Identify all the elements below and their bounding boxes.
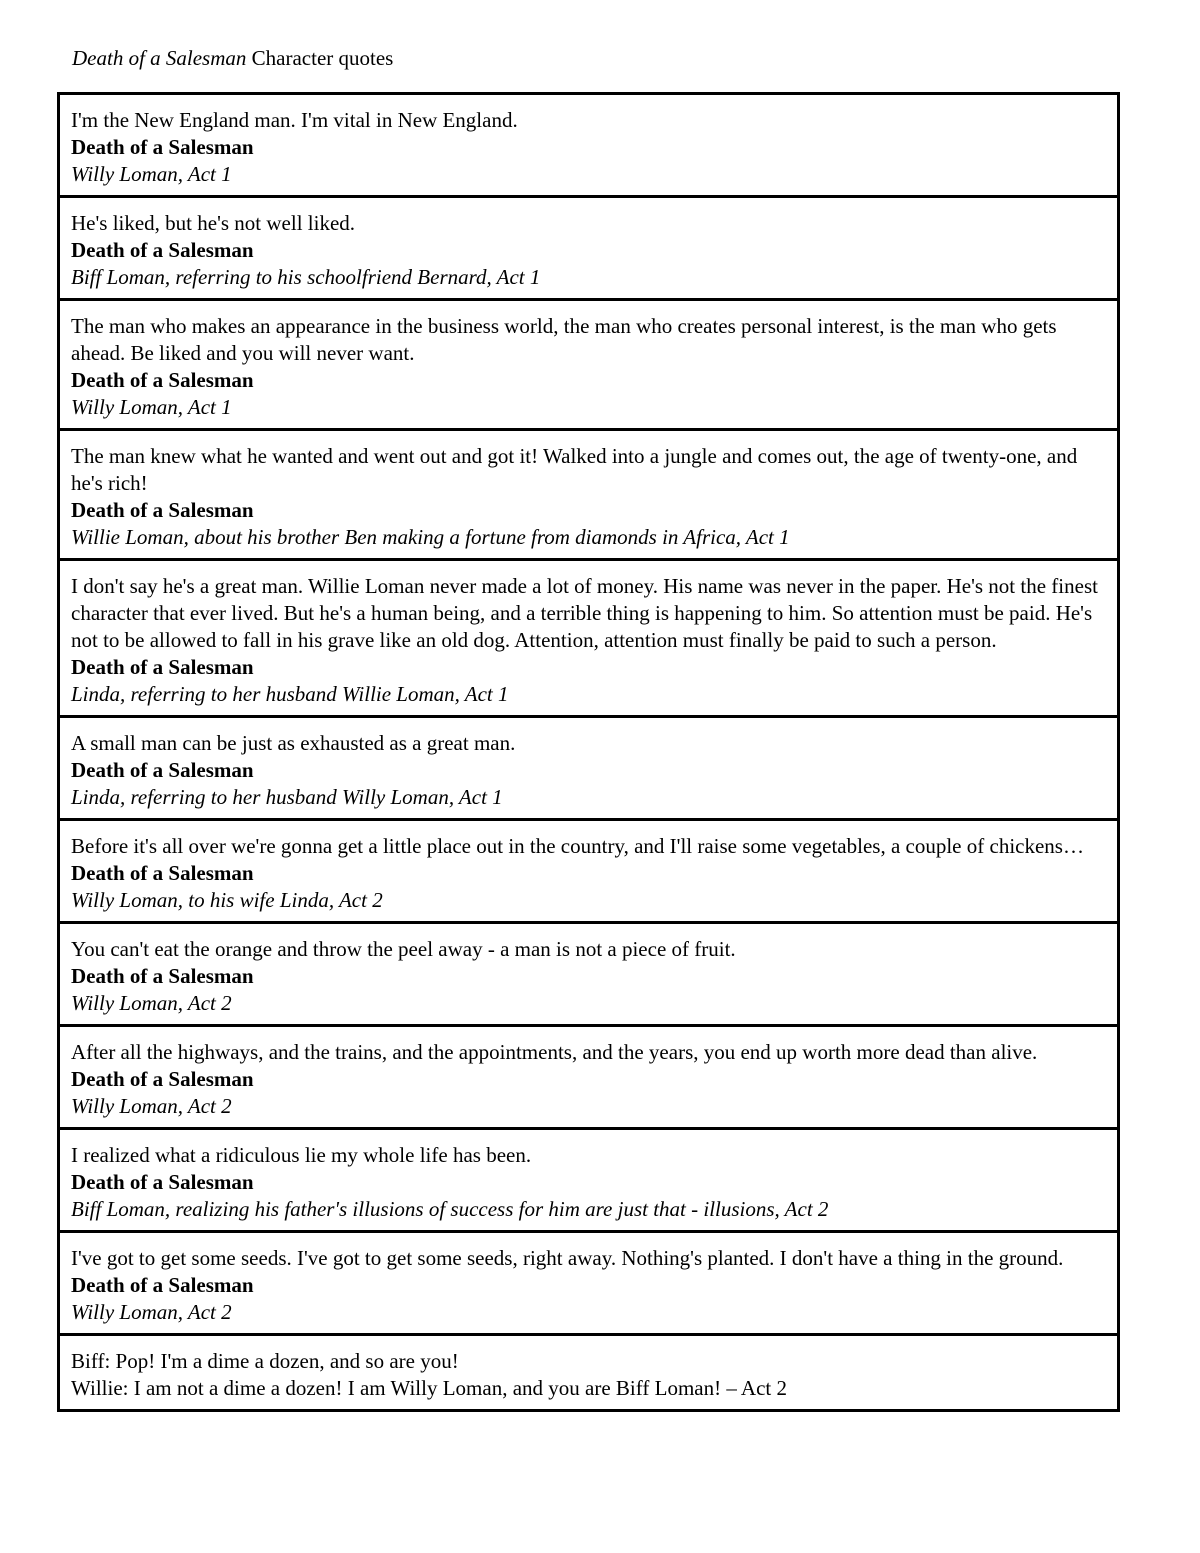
quote-text: A small man can be just as exhausted as a great man. <box>71 731 516 755</box>
quote-source: Death of a Salesman <box>71 1170 254 1194</box>
quote-text: I realized what a ridiculous lie my whole life has been. <box>71 1143 532 1167</box>
quote-source: Death of a Salesman <box>71 1067 254 1091</box>
quote-table <box>57 92 1120 1412</box>
page-title-rest: Character quotes <box>246 46 394 70</box>
quote-text: The man knew what he wanted and went out and got it! Walked into a jungle and comes out, the age of twenty-one, and he's rich! <box>71 444 1078 495</box>
quote-attribution: Willy Loman, Act 1 <box>71 395 232 419</box>
quote-source: Death of a Salesman <box>71 758 254 782</box>
quote-attribution: Willy Loman, Act 2 <box>71 1300 232 1324</box>
quote-card <box>60 95 1117 198</box>
dialogue-card <box>60 1336 1117 1412</box>
dialogue-line-biff: Biff: Pop! I'm a dime a dozen, and so are you! <box>71 1349 459 1373</box>
quote-card <box>60 1130 1117 1233</box>
quote-card <box>60 561 1117 718</box>
quote-source: Death of a Salesman <box>71 655 254 679</box>
page-title-italic: Death of a Salesman <box>72 46 247 70</box>
quote-source: Death of a Salesman <box>71 964 254 988</box>
quote-card <box>60 718 1117 821</box>
quote-text: I've got to get some seeds. I've got to get some seeds, right away. Nothing's planted. I don't have a thing in the ground. <box>71 1246 1064 1270</box>
quote-text: He's liked, but he's not well liked. <box>71 211 356 235</box>
quote-card <box>60 821 1117 924</box>
quote-source: Death of a Salesman <box>71 238 254 262</box>
quote-attribution: Linda, referring to her husband Willie Loman, Act 1 <box>71 682 509 706</box>
quote-card <box>60 1233 1117 1336</box>
quote-text: I'm the New England man. I'm vital in New England. <box>71 108 518 132</box>
quote-card <box>60 924 1117 1027</box>
quote-text: After all the highways, and the trains, and the appointments, and the years, you end up worth more dead than alive. <box>71 1040 1038 1064</box>
quote-attribution: Biff Loman, realizing his father's illusions of success for him are just that - illusions, Act 2 <box>71 1197 829 1221</box>
quote-attribution: Willy Loman, Act 2 <box>71 1094 232 1118</box>
quote-attribution: Biff Loman, referring to his schoolfriend Bernard, Act 1 <box>71 265 541 289</box>
quote-attribution: Willy Loman, Act 2 <box>71 991 232 1015</box>
quote-card <box>60 1027 1117 1130</box>
quote-source: Death of a Salesman <box>71 135 254 159</box>
quote-text: You can't eat the orange and throw the peel away - a man is not a piece of fruit. <box>71 937 736 961</box>
quote-source: Death of a Salesman <box>71 861 254 885</box>
quote-source: Death of a Salesman <box>71 498 254 522</box>
quote-source: Death of a Salesman <box>71 1273 254 1297</box>
quote-text: I don't say he's a great man. Willie Loman never made a lot of money. His name was never in the paper. He's not the finest character that ever lived. But he's a human being, and a terrible thing is happening to him. So attention must be paid. He's not to be allowed to fall in his grave like an old dog. Attention, attention must finally be paid to such a person. <box>71 574 1098 652</box>
quote-card <box>60 301 1117 431</box>
quote-source: Death of a Salesman <box>71 368 254 392</box>
quote-text: Before it's all over we're gonna get a little place out in the country, and I'll raise some vegetables, a couple of chickens… <box>71 834 1084 858</box>
quote-card <box>60 198 1117 301</box>
quote-attribution: Willy Loman, to his wife Linda, Act 2 <box>71 888 383 912</box>
quote-attribution: Linda, referring to her husband Willy Loman, Act 1 <box>71 785 503 809</box>
quote-attribution: Willie Loman, about his brother Ben making a fortune from diamonds in Africa, Act 1 <box>71 525 790 549</box>
quote-attribution: Willy Loman, Act 1 <box>71 162 232 186</box>
quote-text: The man who makes an appearance in the business world, the man who creates personal interest, is the man who gets ahead. Be liked and you will never want. <box>71 314 1057 365</box>
quote-card <box>60 431 1117 561</box>
page-title <box>72 44 393 72</box>
dialogue-line-willie: Willie: I am not a dime a dozen! I am Willy Loman, and you are Biff Loman! – Act 2 <box>71 1376 787 1400</box>
